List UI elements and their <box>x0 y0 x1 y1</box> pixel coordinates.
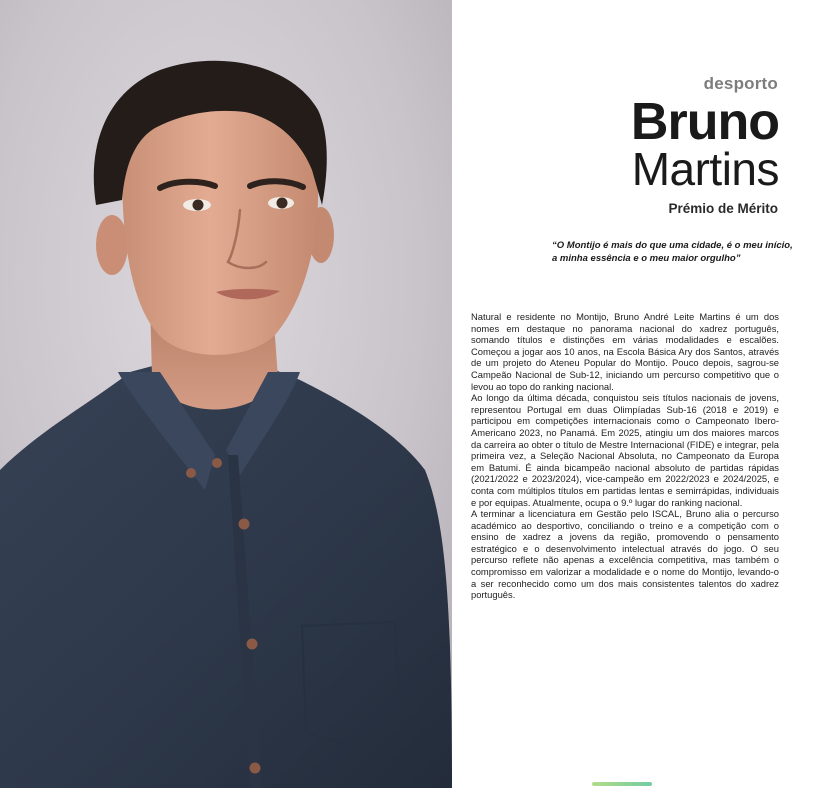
quote-line: “O Montijo é mais do que uma cidade, é o meu início, <box>552 240 793 251</box>
quote-line: a minha essência e o meu maior orgulho” <box>552 252 741 264</box>
shirt-button <box>250 763 261 774</box>
decorative-accent <box>592 782 652 786</box>
shirt-button <box>247 639 258 650</box>
left-ear <box>96 215 128 275</box>
shirt-button <box>186 468 196 478</box>
shirt-button <box>239 519 250 530</box>
article-text-panel <box>452 0 827 788</box>
left-iris <box>193 200 204 211</box>
body-paragraph: Natural e residente no Montijo, Bruno André Leite Martins é um dos nomes em destaque no panorama nacional do xadrez português, somando títulos e distinções em várias modalidades e escalões. Começou a jogar aos 10 anos, na Escola Básica Ary dos Santos, através de um projeto do Ateneu Popular do Montijo. Pouco depois, sagrou-se Campeão Nacional de Sub-12, iniciando um percurso competitivo que o levou ao topo do ranking nacional. <box>471 311 779 392</box>
first-name: Bruno <box>630 93 779 151</box>
section-label: desporto <box>703 74 778 93</box>
article-body <box>471 311 779 601</box>
body-paragraph: A terminar a licenciatura em Gestão pelo ISCAL, Bruno alia o percurso académico ao desportivo, conciliando o treino e a competição com o ensino de xadrez a jovens da região, promovendo o pensamento estratégico e o desenvolvimento intelectual através do jogo. O seu percurso reflete não apenas a excelência competitiva, mas também o compromisso em valorizar a modalidade e o nome do Montijo, levando-o a ser reconhecido como um dos mais consistentes talentos do xadrez português. <box>471 508 779 601</box>
award-title: Prémio de Mérito <box>668 201 778 216</box>
shirt-button <box>212 458 222 468</box>
last-name: Martins <box>631 143 779 195</box>
body-paragraph: Ao longo da última década, conquistou seis títulos nacionais de jovens, representou Portugal em duas Olimpíadas Sub-16 (2018 e 2019) e participou em competições internacionais como o Campeonato Ibero-Americano 2023, no Panamá. Em 2025, atingiu um dos maiores marcos da carreira ao obter o título de Mestre Internacional (FIDE) e integrar, pela primeira vez, a Seleção Nacional Absoluta, no Campeonato da Europa em Batumi. É ainda bicampeão nacional absoluto de partidas rápidas (2021/2022 e 2023/2024), vice-campeão em 2022/2023 e 2024/2025, e conta com múltiplos títulos em partidas lentas e semirrápidas, individuais e por equipas. Atualmente, ocupa o 9.º lugar do ranking nacional. <box>471 392 779 508</box>
pull-quote <box>552 240 792 265</box>
right-iris <box>277 198 288 209</box>
